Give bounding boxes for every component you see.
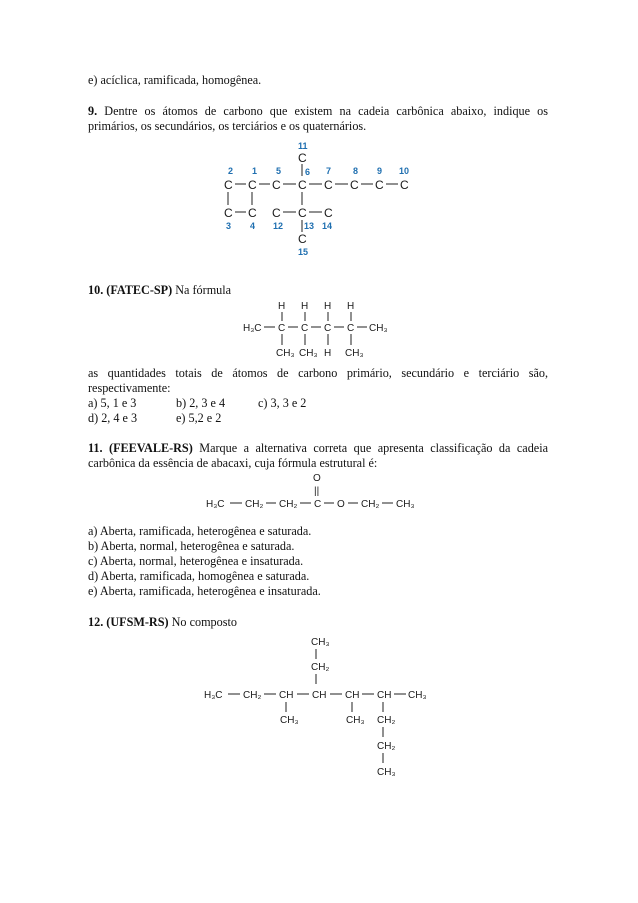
atom-ch2: CH₂ — [245, 499, 264, 510]
atom-c6: C — [298, 178, 307, 192]
atom-ch3: CH₃ — [280, 715, 299, 726]
atom-ch3: CH₃ — [396, 499, 415, 510]
atom-ch3: CH₃ — [276, 348, 295, 359]
atom-c4: C — [248, 206, 257, 220]
locant-3: 3 — [226, 221, 232, 231]
q11-option-d[interactable]: d) Aberta, ramificada, homogênea e saturada. — [88, 569, 310, 583]
double-bond: || — [314, 486, 320, 497]
atom-c11: C — [298, 151, 307, 165]
q9-number: 9. — [88, 104, 98, 118]
q11-option-c[interactable]: c) Aberta, normal, heterogênea e insaturada. — [88, 554, 304, 568]
q10-intro: Na fórmula — [175, 283, 232, 297]
locant-2: 2 — [228, 166, 234, 176]
atom-c10: C — [400, 178, 409, 192]
atom-ch2: CH₂ — [311, 662, 330, 673]
atom-ch: CH — [345, 690, 360, 701]
atom-c13: C — [298, 206, 307, 220]
atom-c12: C — [272, 206, 281, 220]
atom-ch3: CH₃ — [377, 767, 396, 778]
atom-c3: C — [224, 206, 233, 220]
atom-c: C — [278, 323, 286, 334]
locant-12: 12 — [273, 221, 284, 231]
atom-ch3: CH₃ — [408, 690, 427, 701]
q10-text-line2: respectivamente: — [88, 381, 171, 395]
q10-option-e[interactable]: e) 5,2 e 2 — [176, 411, 222, 425]
atom-c: C — [324, 323, 332, 334]
atom-c: C — [314, 499, 322, 510]
atom-c9: C — [375, 178, 384, 192]
q11-option-b[interactable]: b) Aberta, normal, heterogênea e saturada. — [88, 539, 295, 553]
q12-number: 12. (UFSM-RS) — [88, 615, 169, 629]
locant-7: 7 — [326, 166, 332, 176]
atom-h3c: H₃C — [243, 323, 262, 334]
q11-option-a[interactable]: a) Aberta, ramificada, heterogênea e saturada. — [88, 524, 312, 538]
atom-c15: C — [298, 232, 307, 246]
atom-h: H — [347, 301, 355, 312]
atom-h: H — [301, 301, 309, 312]
atom-ch2: CH₂ — [279, 499, 298, 510]
locant-1: 1 — [252, 166, 258, 176]
locant-10: 10 — [399, 166, 410, 176]
atom-c14: C — [324, 206, 333, 220]
atom-ch3: CH₃ — [299, 348, 318, 359]
atom-ch: CH — [279, 690, 294, 701]
atom-ch3: CH₃ — [345, 348, 364, 359]
atom-c1: C — [248, 178, 257, 192]
atom-ch3: CH₃ — [311, 637, 330, 648]
atom-ch: CH — [377, 690, 392, 701]
atom-ch2: CH₂ — [361, 499, 380, 510]
atom-o: O — [337, 499, 345, 510]
q10-option-a[interactable]: a) 5, 1 e 3 — [88, 396, 137, 410]
q10-option-b[interactable]: b) 2, 3 e 4 — [176, 396, 226, 410]
atom-ch2: CH₂ — [377, 741, 396, 752]
atom-ch2: CH₂ — [243, 690, 262, 701]
atom-h3c: H₃C — [204, 690, 223, 701]
q12-intro: No composto — [171, 615, 237, 629]
atom-c: C — [347, 323, 355, 334]
previous-option-e: e) acíclica, ramificada, homogênea. — [88, 73, 262, 87]
locant-15: 15 — [298, 247, 309, 257]
q9-text: Dentre os átomos de carbono que existem na cadeia carbônica abaixo, indique os — [104, 104, 549, 118]
atom-c: C — [301, 323, 309, 334]
q10-number: 10. (FATEC-SP) — [88, 283, 173, 297]
q10-text-line1: as quantidades totais de átomos de carbono primário, secundário e terciário são, — [88, 366, 548, 380]
atom-o: O — [313, 473, 321, 484]
q11-text-line2: carbônica da essência de abacaxi, cuja fórmula estrutural é: — [88, 456, 378, 470]
q10-option-c[interactable]: c) 3, 3 e 2 — [258, 396, 307, 410]
locant-5: 5 — [276, 166, 282, 176]
locant-4: 4 — [250, 221, 256, 231]
atom-ch3: CH₃ — [346, 715, 365, 726]
atom-h: H — [324, 348, 332, 359]
atom-c8: C — [350, 178, 359, 192]
q11-text: Marque a alternativa correta que apresenta classificação da cadeia — [199, 441, 549, 455]
atom-h: H — [324, 301, 332, 312]
atom-h: H — [278, 301, 286, 312]
locant-8: 8 — [353, 166, 359, 176]
atom-ch3: CH₃ — [369, 323, 388, 334]
atom-ch: CH — [312, 690, 327, 701]
atom-c2: C — [224, 178, 233, 192]
atom-ch2: CH₂ — [377, 715, 396, 726]
locant-14: 14 — [322, 221, 333, 231]
q9-text-line2: primários, os secundários, os terciários e os quaternários. — [88, 119, 367, 133]
atom-c7: C — [324, 178, 333, 192]
locant-6: 6 — [305, 167, 311, 177]
atom-h3c: H₃C — [206, 499, 225, 510]
q11-number: 11. (FEEVALE-RS) — [88, 441, 193, 455]
locant-13: 13 — [304, 221, 315, 231]
atom-c5: C — [272, 178, 281, 192]
locant-9: 9 — [377, 166, 383, 176]
locant-11: 11 — [298, 141, 308, 151]
q11-option-e[interactable]: e) Aberta, ramificada, heterogênea e insaturada. — [88, 584, 321, 598]
q10-option-d[interactable]: d) 2, 4 e 3 — [88, 411, 138, 425]
